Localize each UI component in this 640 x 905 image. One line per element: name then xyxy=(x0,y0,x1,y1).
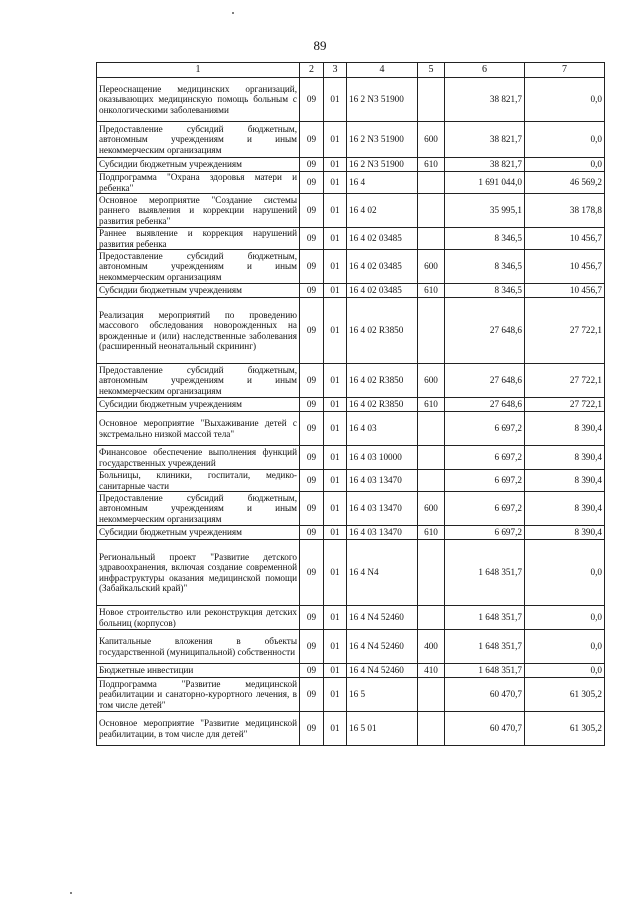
target-article-cell: 16 4 03 13470 xyxy=(347,492,418,526)
section-code-cell: 09 xyxy=(300,492,324,526)
target-article-cell: 16 4 N4 52460 xyxy=(347,606,418,630)
table-row xyxy=(97,664,605,678)
section-code-cell: 09 xyxy=(300,284,324,298)
amount-2022-cell: 8 390,4 xyxy=(525,446,605,470)
expense-type-cell: 610 xyxy=(418,284,445,298)
subsection-code-cell: 01 xyxy=(324,526,347,540)
subsection-code-cell: 01 xyxy=(324,492,347,526)
target-article-cell: 16 4 02 xyxy=(347,194,418,228)
amount-2021-cell: 1 648 351,7 xyxy=(445,664,525,678)
target-article-cell: 16 2 N3 51900 xyxy=(347,78,418,122)
subsection-code-cell: 01 xyxy=(324,364,347,398)
scan-speck xyxy=(70,892,72,894)
row-name-cell: Субсидии бюджетным учреждениям xyxy=(97,526,300,540)
target-article-cell: 16 2 N3 51900 xyxy=(347,158,418,172)
row-name-cell: Новое строительство или реконструкция детских больниц (корпусов) xyxy=(97,606,300,630)
section-code-cell: 09 xyxy=(300,250,324,284)
amount-2022-cell: 61 305,2 xyxy=(525,678,605,712)
subsection-code-cell: 01 xyxy=(324,228,347,250)
amount-2022-cell: 0,0 xyxy=(525,630,605,664)
table-row xyxy=(97,228,605,250)
page-number: 89 xyxy=(313,38,327,53)
amount-2022-cell: 0,0 xyxy=(525,664,605,678)
row-name-cell: Предоставление субсидий бюджетным, автономным учреждениям и иным некоммерческим организациям xyxy=(97,250,300,284)
target-article-cell: 16 4 02 R3850 xyxy=(347,298,418,364)
target-article-cell: 16 4 03 13470 xyxy=(347,526,418,540)
row-name-cell: Подпрограмма "Охрана здоровья матери и ребенка" xyxy=(97,172,300,194)
amount-2022-cell: 8 390,4 xyxy=(525,492,605,526)
table-row xyxy=(97,526,605,540)
table-row xyxy=(97,446,605,470)
section-code-cell: 09 xyxy=(300,678,324,712)
section-code-cell: 09 xyxy=(300,398,324,412)
subsection-code-cell: 01 xyxy=(324,284,347,298)
expense-type-cell xyxy=(418,606,445,630)
target-article-cell: 16 2 N3 51900 xyxy=(347,122,418,158)
target-article-cell: 16 4 03 13470 xyxy=(347,470,418,492)
table-row xyxy=(97,364,605,398)
expense-type-cell: 400 xyxy=(418,630,445,664)
amount-2021-cell: 6 697,2 xyxy=(445,492,525,526)
header-cell: 5 xyxy=(418,63,445,78)
row-name-cell: Субсидии бюджетным учреждениям xyxy=(97,398,300,412)
amount-2021-cell: 27 648,6 xyxy=(445,398,525,412)
table-row xyxy=(97,78,605,122)
scan-speck xyxy=(232,12,234,14)
expense-type-cell: 610 xyxy=(418,398,445,412)
row-name-cell: Переоснащение медицинских организаций, оказывающих медицинскую помощь больным с онкологическими заболеваниями xyxy=(97,78,300,122)
header-cell: 2 xyxy=(300,63,324,78)
expense-type-cell: 610 xyxy=(418,526,445,540)
target-article-cell: 16 4 02 03485 xyxy=(347,250,418,284)
subsection-code-cell: 01 xyxy=(324,122,347,158)
table-row xyxy=(97,712,605,746)
amount-2022-cell: 27 722,1 xyxy=(525,298,605,364)
expense-type-cell xyxy=(418,446,445,470)
subsection-code-cell: 01 xyxy=(324,606,347,630)
expense-type-cell xyxy=(418,172,445,194)
table-row xyxy=(97,122,605,158)
target-article-cell: 16 4 03 10000 xyxy=(347,446,418,470)
target-article-cell: 16 4 02 R3850 xyxy=(347,398,418,412)
section-code-cell: 09 xyxy=(300,298,324,364)
section-code-cell: 09 xyxy=(300,526,324,540)
section-code-cell: 09 xyxy=(300,412,324,446)
target-article-cell: 16 4 xyxy=(347,172,418,194)
subsection-code-cell: 01 xyxy=(324,398,347,412)
subsection-code-cell: 01 xyxy=(324,250,347,284)
header-cell: 4 xyxy=(347,63,418,78)
section-code-cell: 09 xyxy=(300,470,324,492)
section-code-cell: 09 xyxy=(300,122,324,158)
amount-2021-cell: 38 821,7 xyxy=(445,78,525,122)
target-article-cell: 16 4 N4 52460 xyxy=(347,664,418,678)
amount-2022-cell: 8 390,4 xyxy=(525,470,605,492)
subsection-code-cell: 01 xyxy=(324,172,347,194)
amount-2021-cell: 35 995,1 xyxy=(445,194,525,228)
amount-2022-cell: 27 722,1 xyxy=(525,364,605,398)
header-cell: 7 xyxy=(525,63,605,78)
section-code-cell: 09 xyxy=(300,606,324,630)
subsection-code-cell: 01 xyxy=(324,712,347,746)
target-article-cell: 16 4 02 R3850 xyxy=(347,364,418,398)
amount-2022-cell: 61 305,2 xyxy=(525,712,605,746)
row-name-cell: Основное мероприятие "Развитие медицинской реабилитации, в том числе для детей" xyxy=(97,712,300,746)
section-code-cell: 09 xyxy=(300,172,324,194)
row-name-cell: Субсидии бюджетным учреждениям xyxy=(97,158,300,172)
row-name-cell: Субсидии бюджетным учреждениям xyxy=(97,284,300,298)
row-name-cell: Капитальные вложения в объекты государственной (муниципальной) собственности xyxy=(97,630,300,664)
amount-2021-cell: 1 648 351,7 xyxy=(445,606,525,630)
amount-2022-cell: 0,0 xyxy=(525,78,605,122)
table-row xyxy=(97,398,605,412)
row-name-cell: Реализация мероприятий по проведению массового обследования новорожденных на врожденные и (или) наследственные заболевания (расширенный неонатальный скрининг) xyxy=(97,298,300,364)
target-article-cell: 16 4 02 03485 xyxy=(347,284,418,298)
amount-2021-cell: 6 697,2 xyxy=(445,412,525,446)
row-name-cell: Больницы, клиники, госпитали, медико-санитарные части xyxy=(97,470,300,492)
section-code-cell: 09 xyxy=(300,78,324,122)
row-name-cell: Предоставление субсидий бюджетным, автономным учреждениям и иным некоммерческим организациям xyxy=(97,122,300,158)
table-row xyxy=(97,158,605,172)
row-name-cell: Основное мероприятие "Выхаживание детей с экстремально низкой массой тела" xyxy=(97,412,300,446)
subsection-code-cell: 01 xyxy=(324,470,347,492)
expense-type-cell xyxy=(418,228,445,250)
amount-2022-cell: 38 178,8 xyxy=(525,194,605,228)
subsection-code-cell: 01 xyxy=(324,630,347,664)
table-row xyxy=(97,470,605,492)
row-name-cell: Раннее выявление и коррекция нарушений развития ребенка xyxy=(97,228,300,250)
table-row xyxy=(97,630,605,664)
row-name-cell: Финансовое обеспечение выполнения функций государственных учреждений xyxy=(97,446,300,470)
subsection-code-cell: 01 xyxy=(324,412,347,446)
amount-2021-cell: 1 648 351,7 xyxy=(445,540,525,606)
section-code-cell: 09 xyxy=(300,446,324,470)
section-code-cell: 09 xyxy=(300,364,324,398)
expense-type-cell xyxy=(418,470,445,492)
table-row xyxy=(97,412,605,446)
expense-type-cell xyxy=(418,678,445,712)
expense-type-cell: 600 xyxy=(418,122,445,158)
header-cell: 3 xyxy=(324,63,347,78)
expense-type-cell: 410 xyxy=(418,664,445,678)
amount-2022-cell: 8 390,4 xyxy=(525,412,605,446)
budget-table xyxy=(96,62,605,746)
row-name-cell: Бюджетные инвестиции xyxy=(97,664,300,678)
amount-2022-cell: 0,0 xyxy=(525,540,605,606)
subsection-code-cell: 01 xyxy=(324,78,347,122)
row-name-cell: Подпрограмма "Развитие медицинской реабилитации и санаторно-курортного лечения, в том числе детей" xyxy=(97,678,300,712)
expense-type-cell: 600 xyxy=(418,364,445,398)
expense-type-cell xyxy=(418,194,445,228)
header-row xyxy=(97,63,605,78)
amount-2022-cell: 46 569,2 xyxy=(525,172,605,194)
table-row xyxy=(97,250,605,284)
expense-type-cell xyxy=(418,712,445,746)
table-row xyxy=(97,194,605,228)
amount-2021-cell: 38 821,7 xyxy=(445,158,525,172)
table-row xyxy=(97,298,605,364)
subsection-code-cell: 01 xyxy=(324,540,347,606)
section-code-cell: 09 xyxy=(300,630,324,664)
table-row xyxy=(97,540,605,606)
amount-2022-cell: 0,0 xyxy=(525,606,605,630)
row-name-cell: Предоставление субсидий бюджетным, автономным учреждениям и иным некоммерческим организациям xyxy=(97,364,300,398)
header-cell: 1 xyxy=(97,63,300,78)
expense-type-cell xyxy=(418,412,445,446)
subsection-code-cell: 01 xyxy=(324,158,347,172)
header-cell: 6 xyxy=(445,63,525,78)
amount-2021-cell: 6 697,2 xyxy=(445,470,525,492)
expense-type-cell: 600 xyxy=(418,250,445,284)
section-code-cell: 09 xyxy=(300,712,324,746)
subsection-code-cell: 01 xyxy=(324,678,347,712)
amount-2021-cell: 60 470,7 xyxy=(445,678,525,712)
amount-2021-cell: 1 691 044,0 xyxy=(445,172,525,194)
target-article-cell: 16 5 01 xyxy=(347,712,418,746)
target-article-cell: 16 5 xyxy=(347,678,418,712)
amount-2022-cell: 10 456,7 xyxy=(525,250,605,284)
amount-2022-cell: 10 456,7 xyxy=(525,228,605,250)
row-name-cell: Основное мероприятие "Создание системы раннего выявления и коррекции нарушений развития ребенка" xyxy=(97,194,300,228)
amount-2021-cell: 60 470,7 xyxy=(445,712,525,746)
amount-2021-cell: 8 346,5 xyxy=(445,250,525,284)
expense-type-cell: 600 xyxy=(418,492,445,526)
amount-2022-cell: 27 722,1 xyxy=(525,398,605,412)
amount-2021-cell: 38 821,7 xyxy=(445,122,525,158)
amount-2021-cell: 1 648 351,7 xyxy=(445,630,525,664)
amount-2021-cell: 6 697,2 xyxy=(445,446,525,470)
amount-2021-cell: 27 648,6 xyxy=(445,364,525,398)
subsection-code-cell: 01 xyxy=(324,446,347,470)
section-code-cell: 09 xyxy=(300,228,324,250)
table-row xyxy=(97,678,605,712)
row-name-cell: Региональный проект "Развитие детского здравоохранения, включая создание современной инфраструктуры оказания медицинской помощи (Забайкальский край)" xyxy=(97,540,300,606)
target-article-cell: 16 4 02 03485 xyxy=(347,228,418,250)
table-row xyxy=(97,606,605,630)
target-article-cell: 16 4 N4 xyxy=(347,540,418,606)
amount-2021-cell: 8 346,5 xyxy=(445,228,525,250)
amount-2022-cell: 8 390,4 xyxy=(525,526,605,540)
expense-type-cell xyxy=(418,78,445,122)
amount-2021-cell: 6 697,2 xyxy=(445,526,525,540)
subsection-code-cell: 01 xyxy=(324,664,347,678)
section-code-cell: 09 xyxy=(300,158,324,172)
amount-2021-cell: 27 648,6 xyxy=(445,298,525,364)
amount-2022-cell: 10 456,7 xyxy=(525,284,605,298)
table-row xyxy=(97,492,605,526)
target-article-cell: 16 4 03 xyxy=(347,412,418,446)
row-name-cell: Предоставление субсидий бюджетным, автономным учреждениям и иным некоммерческим организациям xyxy=(97,492,300,526)
expense-type-cell xyxy=(418,298,445,364)
section-code-cell: 09 xyxy=(300,664,324,678)
expense-type-cell: 610 xyxy=(418,158,445,172)
table-row xyxy=(97,172,605,194)
section-code-cell: 09 xyxy=(300,194,324,228)
amount-2021-cell: 8 346,5 xyxy=(445,284,525,298)
amount-2022-cell: 0,0 xyxy=(525,122,605,158)
target-article-cell: 16 4 N4 52460 xyxy=(347,630,418,664)
subsection-code-cell: 01 xyxy=(324,194,347,228)
amount-2022-cell: 0,0 xyxy=(525,158,605,172)
expense-type-cell xyxy=(418,540,445,606)
section-code-cell: 09 xyxy=(300,540,324,606)
subsection-code-cell: 01 xyxy=(324,298,347,364)
table-row xyxy=(97,284,605,298)
